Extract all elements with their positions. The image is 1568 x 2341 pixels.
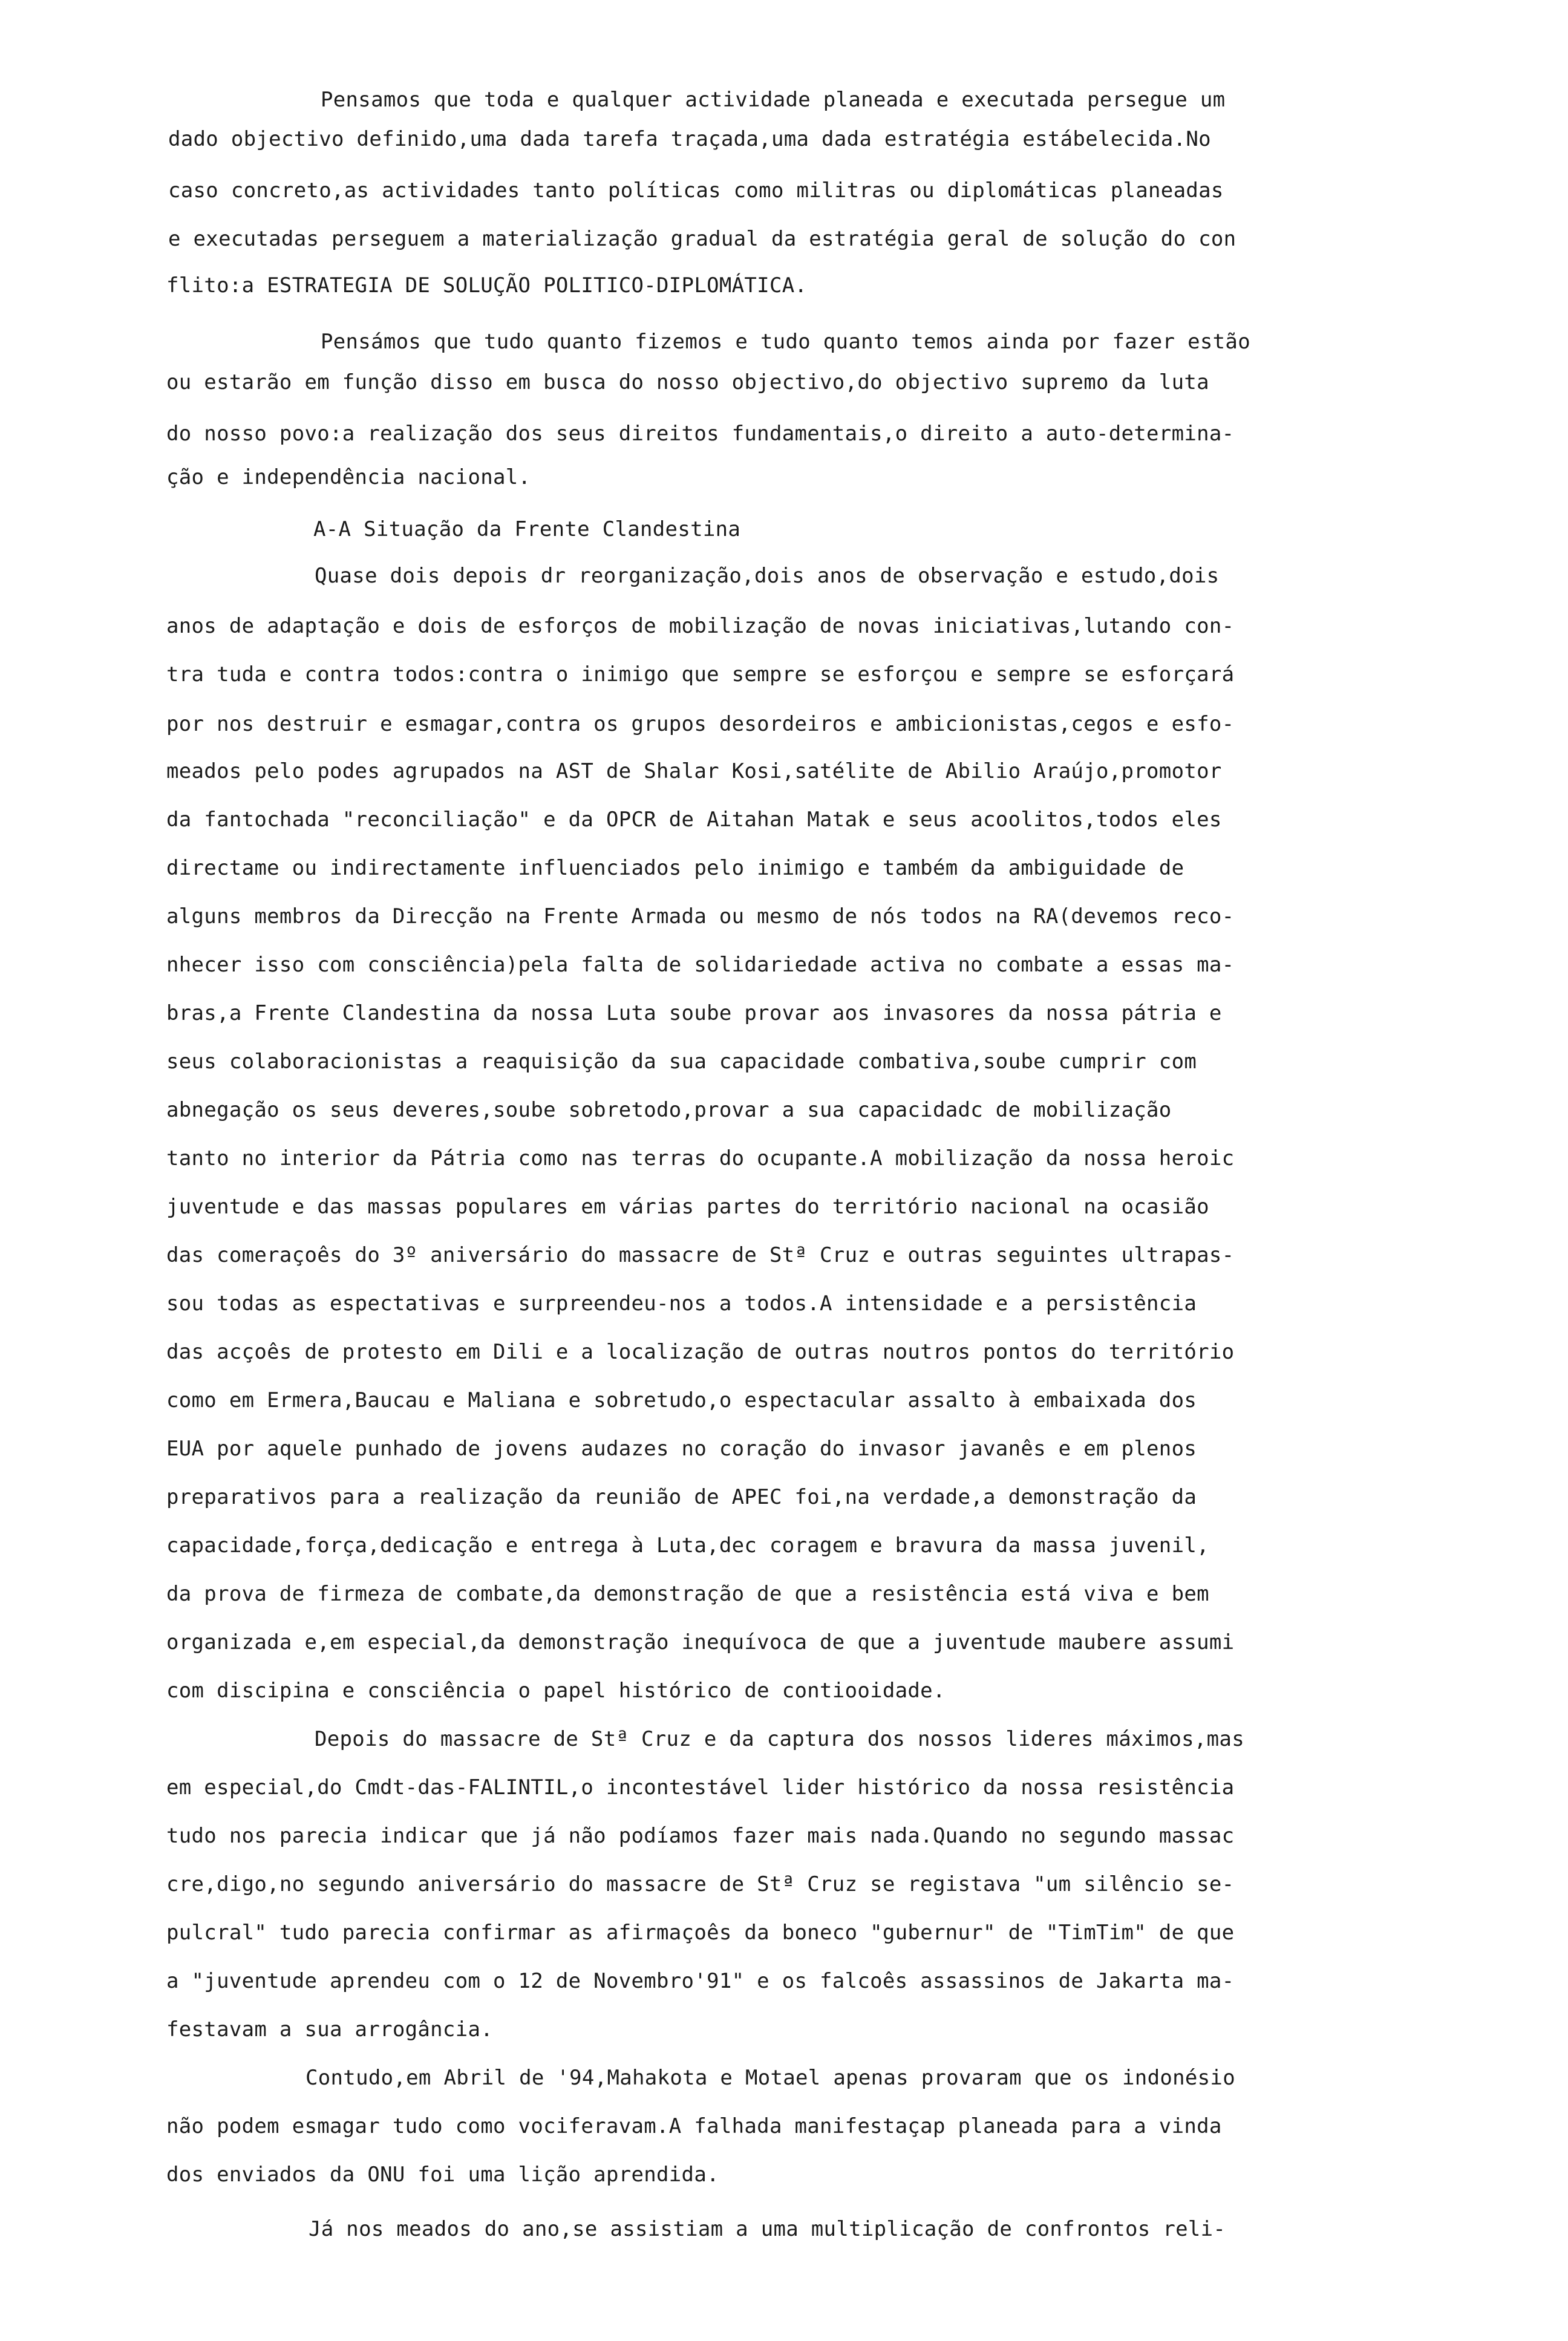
text-line: Depois do massacre de Stª Cruz e da captura dos nossos lideres máximos,mas (315, 1727, 1244, 1751)
text-line: organizada e,em especial,da demonstração inequívoca de que a juventude maubere assumi (166, 1630, 1235, 1654)
text-line: meados pelo podes agrupados na AST de Shalar Kosi,satélite de Abilio Araújo,promotor (166, 759, 1222, 783)
text-line: abnegação os seus deveres,soube sobretodo,provar a sua capacidadc de mobilização (166, 1098, 1172, 1122)
text-line: anos de adaptação e dois de esforços de mobilização de novas iniciativas,lutando con- (166, 614, 1235, 638)
text-line: por nos destruir e esmagar,contra os grupos desordeiros e ambicionistas,cegos e esfo- (166, 712, 1235, 736)
text-line: alguns membros da Direcção na Frente Armada ou mesmo de nós todos na RA(devemos reco- (166, 904, 1235, 929)
text-line: Quase dois depois dr reorganização,dois anos de observação e estudo,dois (315, 564, 1220, 588)
text-line: festavam a sua arrogância. (166, 2017, 494, 2042)
text-line: preparativos para a realização da reunião de APEC foi,na verdade,a demonstração da (166, 1485, 1197, 1509)
text-line: Pensamos que toda e qualquer actividade planeada e executada persegue um (321, 88, 1226, 112)
text-line: directame ou indirectamente influenciados pelo inimigo e também da ambiguidade de (166, 856, 1184, 880)
text-line: com discipina e consciência o papel histórico de contiooidade. (166, 1679, 946, 1703)
text-line: seus colaboracionistas a reaquisição da sua capacidade combativa,soube cumprir com (166, 1050, 1197, 1074)
text-line: das comeraçoês do 3º aniversário do massacre de Stª Cruz e outras seguintes ultrapas- (166, 1243, 1235, 1267)
text-line: caso concreto,as actividades tanto políticas como militras ou diplomáticas planeadas (168, 178, 1224, 203)
text-line: em especial,do Cmdt-das-FALINTIL,o incontestável lider histórico da nossa resistência (166, 1775, 1235, 1800)
text-line: a "juventude aprendeu com o 12 de Novembro'91" e os falcoês assassinos de Jakarta ma- (166, 1969, 1235, 1993)
text-line: dos enviados da ONU foi uma lição aprendida. (166, 2163, 719, 2187)
text-line: Já nos meados do ano,se assistiam a uma multiplicação de confrontos reli- (309, 2217, 1226, 2241)
text-line: e executadas perseguem a materialização gradual da estratégia geral de solução do con (168, 227, 1236, 251)
text-line: tanto no interior da Pátria como nas terras do ocupante.A mobilização da nossa heroic (166, 1146, 1235, 1170)
text-line: das acçoês de protesto em Dili e a localização de outras noutros pontos do território (166, 1340, 1235, 1364)
text-line: EUA por aquele punhado de jovens audazes no coração do invasor javanês e em plenos (166, 1437, 1197, 1461)
text-line: tra tuda e contra todos:contra o inimigo que sempre se esforçou e sempre se esforçará (166, 662, 1235, 687)
section-heading: A-A Situação da Frente Clandestina (313, 517, 741, 541)
text-line: do nosso povo:a realização dos seus direitos fundamentais,o direito a auto-determina- (166, 422, 1235, 446)
text-line: da fantochada "reconciliação" e da OPCR de Aitahan Matak e seus acoolitos,todos eles (166, 808, 1222, 832)
text-line: ção e independência nacional. (166, 465, 531, 489)
text-line: juventude e das massas populares em várias partes do território nacional na ocasião (166, 1195, 1209, 1219)
text-line: como em Ermera,Baucau e Maliana e sobretudo,o espectacular assalto à embaixada dos (166, 1388, 1197, 1412)
text-line: dado objectivo definido,uma dada tarefa traçada,uma dada estratégia estábelecida.No (168, 127, 1211, 151)
text-line: Pensámos que tudo quanto fizemos e tudo quanto temos ainda por fazer estão (321, 330, 1250, 354)
text-line: pulcral" tudo parecia confirmar as afirmaçoês da boneco "gubernur" de "TimTim" de que (166, 1921, 1235, 1945)
text-line: capacidade,força,dedicação e entrega à Luta,dec coragem e bravura da massa juvenil, (166, 1533, 1209, 1558)
text-line: Contudo,em Abril de '94,Mahakota e Motael apenas provaram que os indonésio (305, 2066, 1235, 2090)
text-line: ou estarão em função disso em busca do nosso objectivo,do objectivo supremo da luta (166, 370, 1209, 394)
text-line: flito:a ESTRATEGIA DE SOLUÇÃO POLITICO-DIPLOMÁTICA. (166, 273, 808, 298)
text-line: tudo nos parecia indicar que já não podíamos fazer mais nada.Quando no segundo massac (166, 1824, 1235, 1848)
text-line: bras,a Frente Clandestina da nossa Luta soube provar aos invasores da nossa pátria e (166, 1001, 1222, 1025)
text-line: cre,digo,no segundo aniversário do massacre de Stª Cruz se registava "um silêncio se- (166, 1872, 1235, 1896)
text-line: sou todas as espectativas e surpreendeu-nos a todos.A intensidade e a persistência (166, 1291, 1197, 1316)
text-line: não podem esmagar tudo como vociferavam.A falhada manifestaçap planeada para a vinda (166, 2114, 1222, 2138)
text-line: nhecer isso com consciência)pela falta de solidariedade activa no combate a essas ma- (166, 953, 1235, 977)
text-line: da prova de firmeza de combate,da demonstração de que a resistência está viva e bem (166, 1582, 1209, 1606)
